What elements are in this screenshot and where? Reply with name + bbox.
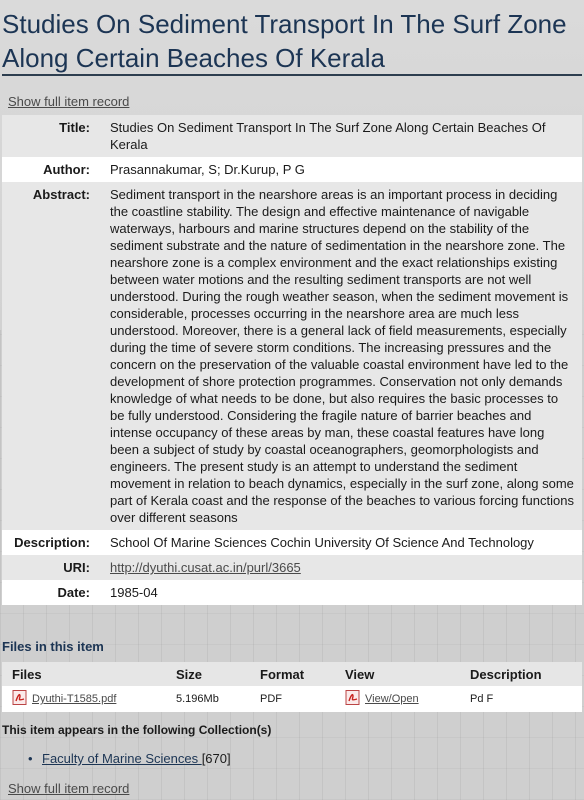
metadata-label: Description: xyxy=(2,530,104,555)
metadata-value: Prasannakumar, S; Dr.Kurup, P G xyxy=(104,157,582,182)
metadata-value xyxy=(104,555,582,580)
metadata-row-uri xyxy=(2,555,582,580)
metadata-label: Abstract: xyxy=(2,182,104,530)
metadata-row-abstract xyxy=(2,182,582,530)
metadata-label: Author: xyxy=(2,157,104,182)
metadata-label: Title: xyxy=(2,115,104,157)
view-cell xyxy=(335,686,460,712)
metadata-value: Studies On Sediment Transport In The Surf Zone Along Certain Beaches Of Kerala xyxy=(104,115,582,157)
pdf-icon xyxy=(345,690,361,708)
column-header: Description xyxy=(460,662,582,686)
pdf-icon xyxy=(12,690,28,708)
collection-item xyxy=(42,751,231,766)
collection-link[interactable]: Faculty of Marine Sciences xyxy=(42,751,202,766)
collections-list xyxy=(42,751,231,766)
file-row xyxy=(2,686,582,712)
view-open-link[interactable]: View/Open xyxy=(365,693,419,705)
metadata-value: 1985-04 xyxy=(104,580,582,605)
show-full-record-link-bottom[interactable]: Show full item record xyxy=(8,781,130,796)
metadata-row-title xyxy=(2,115,582,157)
files-heading: Files in this item xyxy=(2,639,104,654)
file-description: Pd F xyxy=(460,686,582,712)
metadata-row-description xyxy=(2,530,582,555)
show-full-record-link[interactable]: Show full item record xyxy=(8,94,130,109)
file-cell xyxy=(2,686,166,712)
title-divider xyxy=(2,74,582,76)
metadata-label: URI: xyxy=(2,555,104,580)
column-header: Size xyxy=(166,662,250,686)
collection-count: [670] xyxy=(201,751,231,766)
metadata-row-author xyxy=(2,157,582,182)
files-table xyxy=(2,662,582,712)
file-format: PDF xyxy=(250,686,335,712)
metadata-value: School Of Marine Sciences Cochin University Of Science And Technology xyxy=(104,530,582,555)
files-header-row xyxy=(2,662,582,686)
uri-link[interactable]: http://dyuthi.cusat.ac.in/purl/3665 xyxy=(110,560,301,575)
file-link[interactable]: Dyuthi-T1585.pdf xyxy=(32,693,117,705)
column-header: Files xyxy=(2,662,166,686)
metadata-label: Date: xyxy=(2,580,104,605)
metadata-row-date xyxy=(2,580,582,605)
metadata-value: Sediment transport in the nearshore areas is an important process in deciding the coastline stability. The design and effective maintenance of navigable waterways, harbours and marine structures depend on the stability of the sediment substrate and the nature of sedimentation in the nearshore zone. The nearshore zone is a complex environment and the exact relationships existing between water motions and the resulting sediment transports are not well understood. During the rough weather season, when the sediment movement is considerable, processes occurring in the nearshore area are much less understood. Moreover, there is a general lack of field measurements, especially during the time of severe storm conditions. The increasing pressures and the concern on the preservation of the valuable coastal environment have led to the development of shore protection programmes. Conservation not only demands knowledge of what needs to be done, but also requires the basic processes to be fully understood. Considering the fragile nature of barrier beaches and intense occupancy of these areas by man, these coastal features have long been a subject of study by coastal oceanographers, geomorphologists and engineers. The present study is an attempt to understand the sediment movement in relation to beach dynamics, especially in the surf zone, along some part of Kerala coast and the response of the beaches to various forcing functions over different seasons xyxy=(104,182,582,530)
metadata-table xyxy=(2,115,582,605)
file-size: 5.196Mb xyxy=(166,686,250,712)
page-title: Studies On Sediment Transport In The Surf Zone Along Certain Beaches Of Kerala xyxy=(2,9,567,73)
collections-heading: This item appears in the following Collection(s) xyxy=(2,723,272,737)
column-header: View xyxy=(335,662,460,686)
column-header: Format xyxy=(250,662,335,686)
